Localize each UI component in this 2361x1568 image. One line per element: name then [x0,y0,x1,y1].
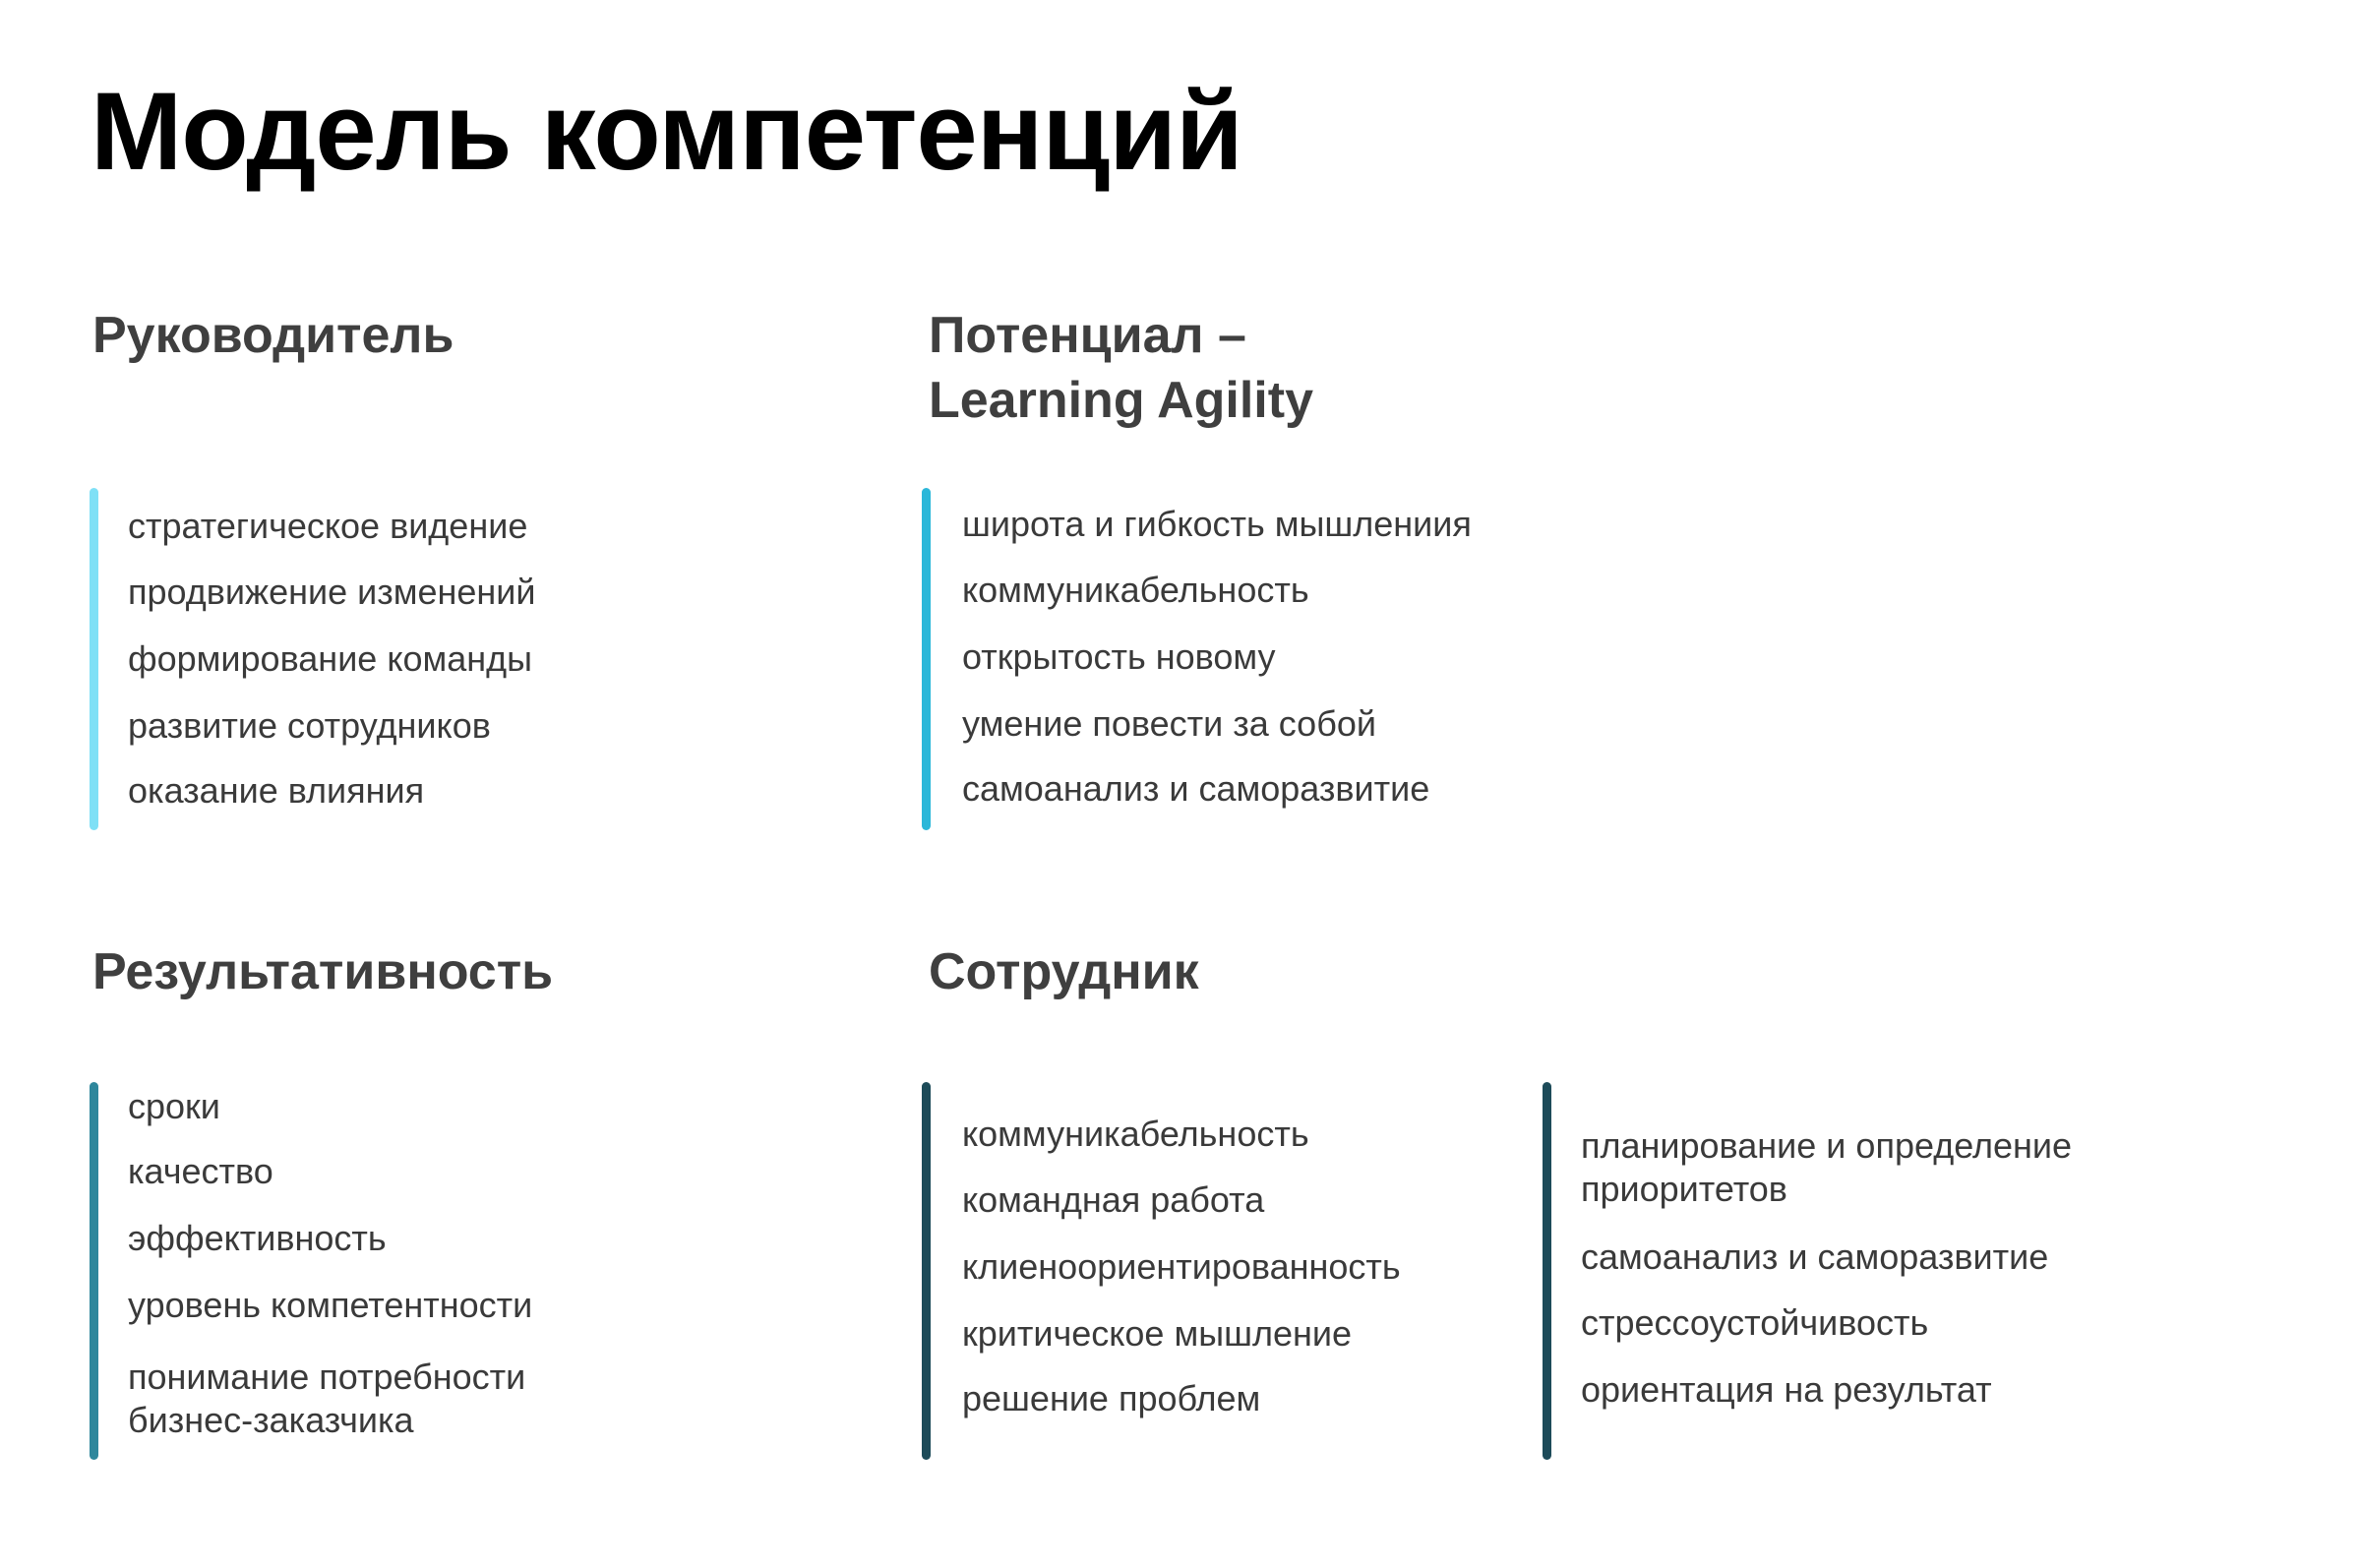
list-item [128,1356,532,1442]
list-item: стратегическое видение [128,506,528,546]
list-item: умение повести за собой [962,703,1376,744]
performance-accent-bar [90,1082,98,1460]
list-item: критическое мышление [962,1313,1352,1354]
list-item: эффективность [128,1218,387,1258]
performance-list [128,1085,532,1442]
list-item-line: планирование и определение [1581,1125,2073,1166]
list-item: открытость новому [962,636,1276,677]
section-title-manager: Руководитель [92,307,454,364]
list-item-line: понимание потребности [128,1357,526,1397]
list-item: продвижение изменений [128,572,536,612]
list-item: самоанализ и саморазвитие [1581,1236,2049,1277]
list-item: коммуникабельность [962,570,1309,610]
list-item-line: бизнес-заказчика [128,1400,414,1440]
list-item: оказание влияния [128,770,425,811]
list-item: широта и гибкость мышлениия [962,504,1472,544]
list-item: сроки [128,1086,220,1126]
list-item: ориентация на результат [1581,1369,1992,1410]
employee-list-right [1581,1124,2072,1412]
section-title-employee: Сотрудник [929,943,1199,1000]
section-title-potential-line2: Learning Agility [929,372,1313,429]
list-item: формирование команды [128,638,533,679]
list-item [1581,1124,2072,1211]
manager-list [128,505,536,813]
list-item: развитие сотрудников [128,705,491,746]
list-item: коммуникабельность [962,1114,1309,1154]
employee-accent-bar-right [1543,1082,1551,1460]
list-item: самоанализ и саморазвитие [962,768,1430,809]
section-title-performance: Результативность [92,943,554,1000]
employee-list-left [962,1113,1401,1420]
manager-accent-bar [90,488,98,830]
list-item-line: приоритетов [1581,1169,1787,1209]
list-item: стрессоустойчивость [1581,1302,1929,1343]
list-item: клиеноориентированность [962,1246,1401,1287]
potential-accent-bar [922,488,931,830]
employee-accent-bar-left [922,1082,931,1460]
list-item: уровень компетентности [128,1285,533,1325]
section-title-potential [929,303,1313,433]
list-item: качество [128,1151,273,1191]
list-item: решение проблем [962,1378,1261,1418]
list-item: командная работа [962,1179,1265,1220]
page-title: Модель компетенций [91,70,1242,193]
section-title-potential-line1: Потенциал – [929,307,1246,364]
potential-list [962,503,1472,811]
